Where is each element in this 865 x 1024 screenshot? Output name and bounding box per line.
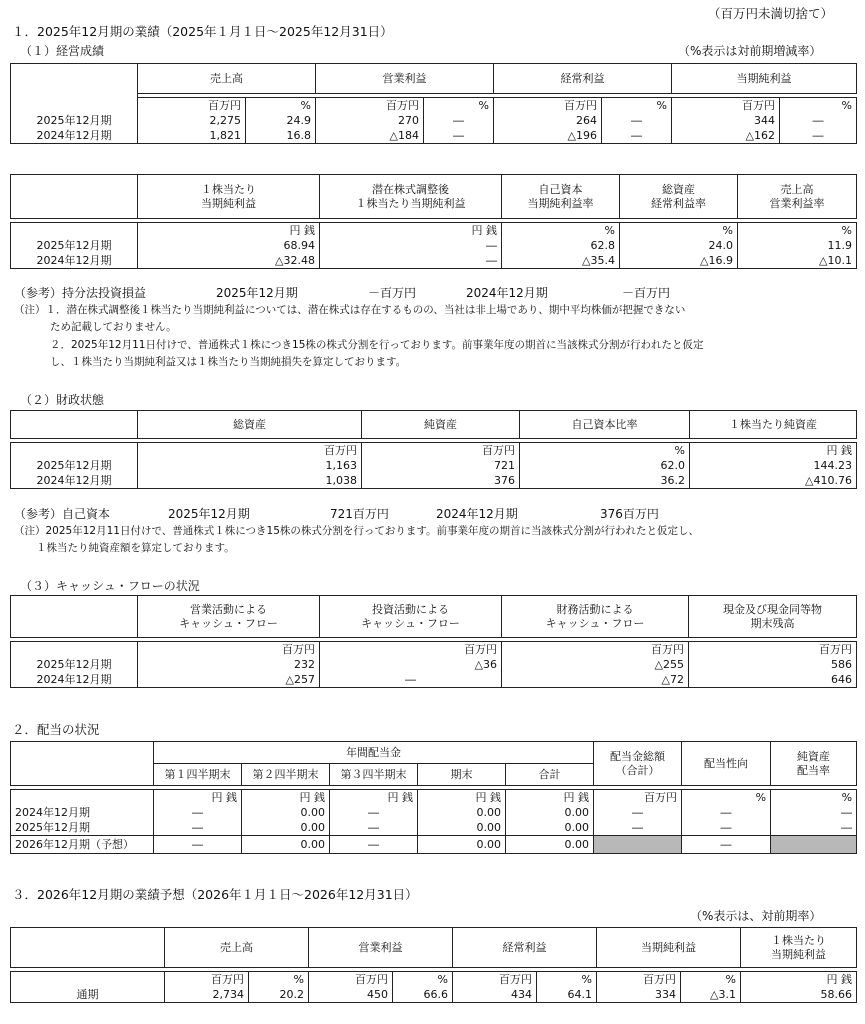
note-line: し、１株当たり当期純利益又は１株当たり当期純損失を算定しております。 [50, 356, 407, 368]
unit-cell: % [602, 98, 672, 114]
note-line: ２．2025年12月11日付けで、普通株式１株につき15株の株式分割を行っております。前事業年度の期首に当該株式分割が行われたと仮定 [50, 339, 704, 351]
data-cell: △410.76 [690, 473, 857, 489]
data-cell: 62.8 [502, 238, 620, 253]
data-cell: 20.2 [249, 987, 309, 1003]
unit-cell: 百万円 [502, 642, 689, 658]
data-cell: △72 [502, 672, 689, 688]
unit-cell: % [393, 972, 453, 988]
unit-cell: 百万円 [316, 98, 424, 114]
unit-cell: 百万円 [594, 790, 682, 806]
data-cell: 66.6 [393, 987, 453, 1003]
header-investing-cf: 投資活動による キャッシュ・フロー [320, 596, 502, 638]
header-total: 合計 [506, 764, 594, 786]
data-cell: 0.00 [506, 836, 594, 854]
table-row [11, 987, 857, 1003]
data-cell: ― [154, 820, 242, 836]
ref2-value-2024: 376百万円 [600, 507, 659, 521]
ref-value-2024: －百万円 [622, 286, 671, 300]
data-cell: ― [771, 820, 857, 836]
data-cell: 344 [672, 113, 780, 128]
header-net-assets: 純資産 [362, 411, 520, 439]
operating-results-table [10, 63, 857, 144]
unit-cell: % [738, 223, 857, 239]
data-cell: 64.1 [537, 987, 597, 1003]
data-cell: 0.00 [418, 805, 506, 820]
data-cell: 58.66 [741, 987, 857, 1003]
header-eps: １株当たり 当期純利益 [138, 175, 320, 219]
unit-cell: % [681, 972, 741, 988]
ref2-year-2024: 2024年12月期 [436, 507, 518, 521]
dividends-table [10, 741, 857, 854]
unit-cell: % [771, 790, 857, 806]
per-share-metrics-table [10, 174, 857, 269]
data-cell: 68.94 [138, 238, 320, 253]
data-cell: ― [330, 820, 418, 836]
unit-cell: 円 銭 [138, 223, 320, 239]
data-cell: ― [780, 113, 857, 128]
unit-note: （百万円未満切捨て） [708, 6, 834, 21]
row-label: 2024年12月期 [11, 473, 138, 489]
unit-cell: 百万円 [138, 642, 320, 658]
unit-cell: % [682, 790, 771, 806]
unit-cell: 百万円 [309, 972, 393, 988]
section2-title: ２．配当の状況 [12, 722, 100, 737]
data-cell: △10.1 [738, 253, 857, 269]
row-label: 2025年12月期 [11, 458, 138, 473]
header-q2: 第２四半期末 [242, 764, 330, 786]
note-line: １株当たり純資産額を算定しております。 [36, 542, 235, 554]
table-row [11, 820, 857, 836]
header-ordinary-income: 経常利益 [453, 928, 597, 968]
data-cell: 270 [316, 113, 424, 128]
unit-cell: 百万円 [362, 443, 520, 459]
header-year-end: 期末 [418, 764, 506, 786]
data-cell: ― [780, 128, 857, 144]
data-cell: 0.00 [242, 820, 330, 836]
header-roa: 総資産 経常利益率 [620, 175, 738, 219]
table-row [11, 253, 857, 269]
ref-value-2025: －百万円 [368, 286, 417, 300]
data-cell: 1,821 [138, 128, 246, 144]
row-label: 2025年12月期 [11, 113, 138, 128]
header-net-sales: 売上高 [138, 64, 316, 94]
data-cell: ― [594, 805, 682, 820]
header-dividend-on-equity: 純資産 配当率 [771, 742, 857, 786]
data-cell: ― [154, 836, 242, 854]
header-net-income: 当期純利益 [597, 928, 741, 968]
unit-cell: 円 銭 [154, 790, 242, 806]
data-cell: 232 [138, 657, 320, 672]
data-cell: ― [771, 805, 857, 820]
data-cell: 264 [494, 113, 602, 128]
data-cell: ― [424, 113, 494, 128]
data-cell: 376 [362, 473, 520, 489]
data-cell: 1,163 [138, 458, 362, 473]
unit-cell: 百万円 [138, 98, 246, 114]
header-net-income: 当期純利益 [672, 64, 857, 94]
table-row [11, 672, 857, 688]
data-cell: △257 [138, 672, 320, 688]
data-cell: ― [682, 820, 771, 836]
table-row [11, 473, 857, 489]
data-cell: 2,275 [138, 113, 246, 128]
note-line: ため記載しておりません。 [50, 321, 177, 333]
data-cell: 2,734 [165, 987, 249, 1003]
unit-cell: 円 銭 [741, 972, 857, 988]
data-cell: 0.00 [418, 820, 506, 836]
ref2-value-2025: 721百万円 [330, 507, 389, 521]
table-row [11, 458, 857, 473]
header-operating-margin: 売上高 営業利益率 [738, 175, 857, 219]
unit-cell: 円 銭 [320, 223, 502, 239]
header-q1: 第１四半期末 [154, 764, 242, 786]
header-q3: 第３四半期末 [330, 764, 418, 786]
data-cell: ― [682, 836, 771, 854]
data-cell: △255 [502, 657, 689, 672]
data-cell: △32.48 [138, 253, 320, 269]
header-financing-cf: 財務活動による キャッシュ・フロー [502, 596, 689, 638]
row-label: 2025年12月期 [11, 238, 138, 253]
unit-cell: % [502, 223, 620, 239]
header-diluted-eps: 潜在株式調整後 １株当たり当期純利益 [320, 175, 502, 219]
table-row [11, 657, 857, 672]
table-row [11, 128, 857, 144]
data-cell: △16.9 [620, 253, 738, 269]
unit-cell: % [424, 98, 494, 114]
data-cell: ― [320, 672, 502, 688]
data-cell: 36.2 [520, 473, 690, 489]
data-cell: ― [330, 805, 418, 820]
data-cell: ― [424, 128, 494, 144]
data-cell: 434 [453, 987, 537, 1003]
data-cell: △36 [320, 657, 502, 672]
unit-cell: 百万円 [165, 972, 249, 988]
data-cell: ― [320, 238, 502, 253]
data-cell: ― [594, 820, 682, 836]
ref2-year-2025: 2025年12月期 [168, 507, 250, 521]
header-annual-dividends: 年間配当金 [154, 742, 594, 764]
data-cell: ― [602, 128, 672, 144]
data-cell: △3.1 [681, 987, 741, 1003]
header-ordinary-income: 経常利益 [494, 64, 672, 94]
note-line: （注）2025年12月11日付けで、普通株式１株につき15株の株式分割を行っております。前事業年度の期首に当該株式分割が行われたと仮定し、 [14, 525, 700, 537]
data-cell: △35.4 [502, 253, 620, 269]
data-cell: ― [320, 253, 502, 269]
header-payout-ratio: 配当性向 [682, 742, 771, 786]
header-eps: １株当たり 当期純利益 [741, 928, 857, 968]
unit-cell: % [249, 972, 309, 988]
unit-cell: 百万円 [672, 98, 780, 114]
row-label: 2025年12月期 [11, 820, 154, 836]
data-cell: ― [330, 836, 418, 854]
financial-position-table [10, 410, 857, 489]
data-cell: ― [602, 113, 672, 128]
data-cell: △162 [672, 128, 780, 144]
shaded-cell [594, 836, 682, 854]
data-cell: 144.23 [690, 458, 857, 473]
header-total-assets: 総資産 [138, 411, 362, 439]
row-label: 2025年12月期 [11, 657, 138, 672]
section1-title: １．2025年12月期の業績（2025年１月１日～2025年12月31日） [12, 24, 393, 39]
percent-change-note: （%表示は対前期増減率） [678, 44, 822, 58]
section3-title: ３．2026年12月期の業績予想（2026年１月１日～2026年12月31日） [12, 887, 418, 902]
note-line: （注）１．潜在株式調整後１株当たり当期純利益については、潜在株式は存在するものの、当社は非上場であり、期中平均株価が把握できない [14, 304, 686, 316]
header-operating-income: 営業利益 [316, 64, 494, 94]
row-label: 2024年12月期 [11, 128, 138, 144]
cash-flow-heading: （３）キャッシュ・フローの状況 [20, 579, 200, 593]
header-net-sales: 売上高 [165, 928, 309, 968]
unit-cell: 円 銭 [418, 790, 506, 806]
unit-cell: 百万円 [453, 972, 537, 988]
data-cell: 0.00 [506, 805, 594, 820]
table-row [11, 113, 857, 128]
data-cell: 0.00 [242, 805, 330, 820]
shaded-cell [771, 836, 857, 854]
header-cash-balance: 現金及び現金同等物 期末残高 [689, 596, 857, 638]
unit-cell: % [780, 98, 857, 114]
row-label: 2024年12月期 [11, 253, 138, 269]
data-cell: 62.0 [520, 458, 690, 473]
header-operating-cf: 営業活動による キャッシュ・フロー [138, 596, 320, 638]
unit-cell: 円 銭 [330, 790, 418, 806]
unit-cell: % [520, 443, 690, 459]
data-cell: 0.00 [418, 836, 506, 854]
data-cell: 24.0 [620, 238, 738, 253]
equity-method-ref-label: （参考）持分法投資損益 [14, 286, 147, 300]
data-cell: △184 [316, 128, 424, 144]
data-cell: 0.00 [242, 836, 330, 854]
data-cell: 0.00 [506, 820, 594, 836]
unit-cell: 百万円 [320, 642, 502, 658]
ref-year-2024: 2024年12月期 [466, 286, 548, 300]
data-cell: 586 [689, 657, 857, 672]
unit-cell: 円 銭 [690, 443, 857, 459]
data-cell: 11.9 [738, 238, 857, 253]
data-cell: 721 [362, 458, 520, 473]
data-cell: 646 [689, 672, 857, 688]
unit-cell: 円 銭 [506, 790, 594, 806]
data-cell: 16.8 [246, 128, 316, 144]
unit-cell: 百万円 [138, 443, 362, 459]
row-label: 2024年12月期 [11, 672, 138, 688]
financial-position-heading: （２）財政状態 [20, 393, 105, 407]
data-cell: 450 [309, 987, 393, 1003]
operating-results-heading: （１）経営成績 [20, 44, 105, 58]
data-cell: 334 [597, 987, 681, 1003]
row-label: 2026年12月期（予想） [11, 836, 154, 854]
data-cell: ― [154, 805, 242, 820]
data-cell: 1,038 [138, 473, 362, 489]
row-label: 2024年12月期 [11, 805, 154, 820]
header-roe: 自己資本 当期純利益率 [502, 175, 620, 219]
header-equity-ratio: 自己資本比率 [520, 411, 690, 439]
unit-cell: % [620, 223, 738, 239]
unit-cell: % [537, 972, 597, 988]
table-row-forecast [11, 836, 857, 854]
header-operating-income: 営業利益 [309, 928, 453, 968]
row-label: 通期 [11, 987, 165, 1003]
unit-cell: 百万円 [494, 98, 602, 114]
forecast-percent-note: （%表示は、対前期率） [690, 909, 822, 923]
data-cell: 24.9 [246, 113, 316, 128]
equity-ref-label: （参考）自己資本 [14, 507, 111, 521]
table-row [11, 805, 857, 820]
header-bps: １株当たり純資産 [690, 411, 857, 439]
data-cell: △196 [494, 128, 602, 144]
unit-cell: 百万円 [689, 642, 857, 658]
data-cell: ― [682, 805, 771, 820]
unit-cell: % [246, 98, 316, 114]
ref-year-2025: 2025年12月期 [216, 286, 298, 300]
header-total-dividends: 配当金総額 （合計） [594, 742, 682, 786]
table-row [11, 238, 857, 253]
unit-cell: 円 銭 [242, 790, 330, 806]
forecast-table [10, 927, 857, 1003]
unit-cell: 百万円 [597, 972, 681, 988]
cash-flow-table [10, 595, 857, 688]
